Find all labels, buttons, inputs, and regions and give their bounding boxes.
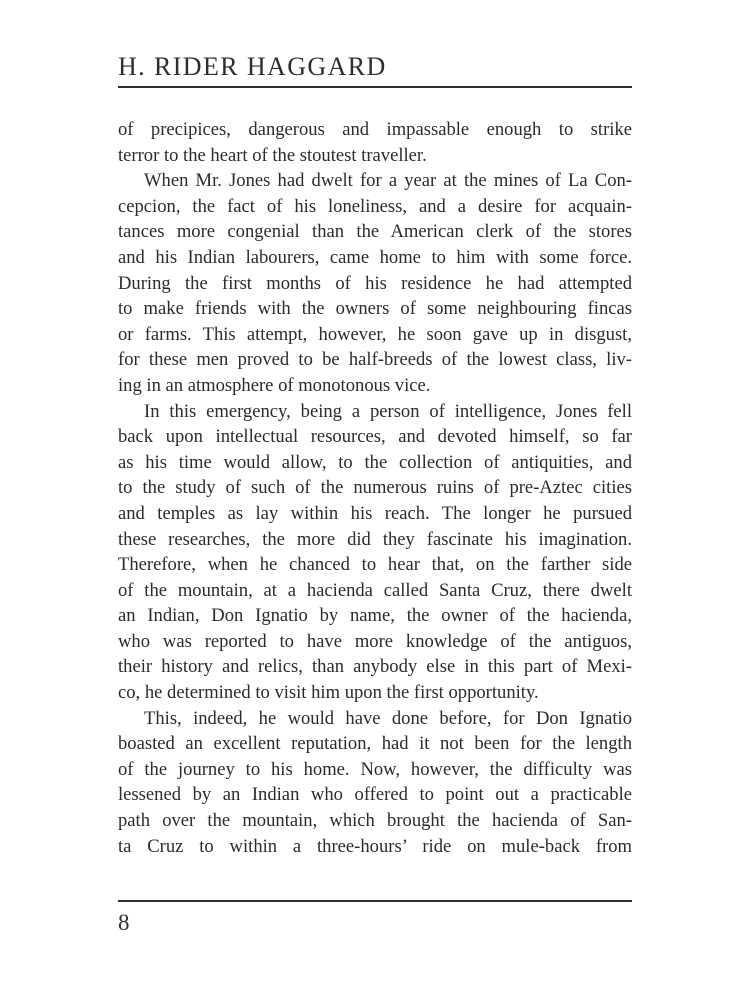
text-line: path over the mountain, which brought the hacienda of San- [118,810,632,832]
text-line: lessened by an Indian who offered to point out a practicable [118,784,632,806]
text-line: an Indian, Don Ignatio by name, the owner of the hacienda, [118,605,632,627]
body-text [118,117,632,859]
running-head: H. RIDER HAGGARD [118,52,387,81]
text-line: of the journey to his home. Now, however, the difficulty was [118,758,632,780]
text-line: cepcion, the fact of his loneliness, and a desire for acquain- [118,195,632,217]
text-line: and his Indian labourers, came home to him with some force. [118,246,632,268]
text-line: their history and relics, than anybody else in this part of Mexi- [118,656,632,678]
text-line: of precipices, dangerous and impassable enough to strike [118,119,632,140]
text-line: for these men proved to be half-breeds of the lowest class, liv- [118,349,632,371]
text-line: terror to the heart of the stoutest traveller. [118,144,427,166]
header-rule [118,86,632,88]
text-line: back upon intellectual resources, and devoted himself, so far [118,426,632,448]
text-line: who was reported to have more knowledge of the antiguos, [118,630,632,652]
text-line: ta Cruz to within a three-hours’ ride on mule-back from [118,835,632,857]
text-line: When Mr. Jones had dwelt for a year at the mines of La Con- [144,170,632,192]
text-line: or farms. This attempt, however, he soon gave up in disgust, [118,323,632,345]
text-line: In this emergency, being a person of intelligence, Jones fell [144,400,632,422]
text-line: these researches, the more did they fascinate his imagination. [118,528,632,550]
text-line: This, indeed, he would have done before, for Don Ignatio [144,707,632,729]
text-line: During the first months of his residence he had attempted [118,272,632,294]
text-line: co, he determined to visit him upon the first opportunity. [118,682,539,704]
text-line: tances more congenial than the American clerk of the stores [118,221,632,243]
text-line: Therefore, when he chanced to hear that, on the farther side [118,554,632,576]
text-line: to the study of such of the numerous ruins of pre-Aztec cities [118,477,632,499]
page-number: 8 [118,910,130,935]
footer-rule [118,900,632,902]
text-line: of the mountain, at a hacienda called Santa Cruz, there dwelt [118,579,632,601]
text-line: boasted an excellent reputation, had it not been for the length [118,733,632,755]
text-line: to make friends with the owners of some neighbouring fincas [118,298,632,320]
text-line: and temples as lay within his reach. The longer he pursued [118,502,632,524]
text-line: as his time would allow, to the collection of antiquities, and [118,451,632,473]
text-line: ing in an atmosphere of monotonous vice. [118,374,431,396]
